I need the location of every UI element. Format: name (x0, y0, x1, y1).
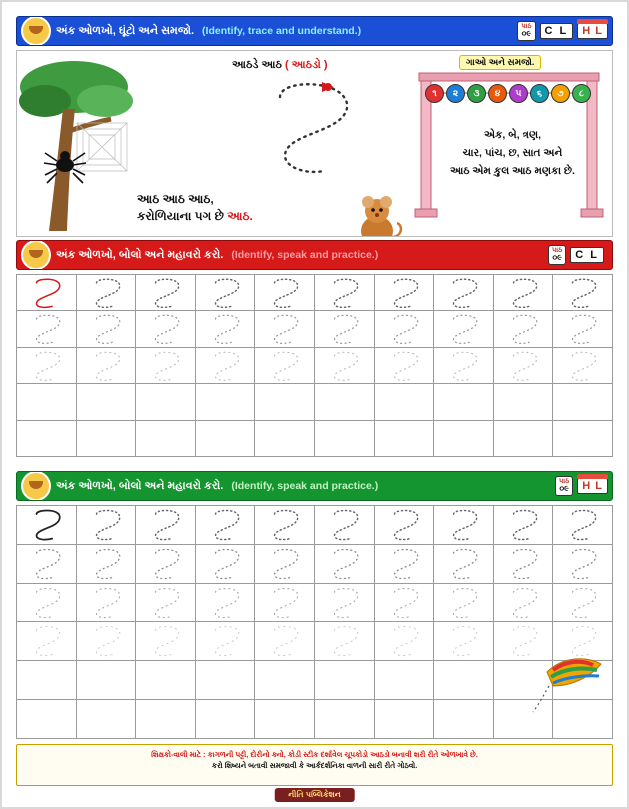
blank-cell[interactable] (17, 700, 77, 739)
trace-cell[interactable] (375, 506, 435, 545)
header-identify-speak-1 (16, 240, 613, 270)
blank-cell[interactable] (315, 384, 375, 420)
blank-cell[interactable] (315, 421, 375, 457)
trace-cell[interactable] (196, 622, 256, 661)
blank-cell[interactable] (255, 700, 315, 739)
trace-cell[interactable] (434, 506, 494, 545)
blank-cell[interactable] (434, 421, 494, 457)
blank-cell[interactable] (77, 421, 137, 457)
trace-cell[interactable] (196, 584, 256, 623)
rhyme-line: આઠ એમ કુલ આઠ મણકા છે. (450, 164, 575, 177)
trace-cell[interactable] (553, 311, 613, 347)
trace-cell[interactable] (196, 311, 256, 347)
blank-cell[interactable] (434, 384, 494, 420)
footer-note-line2: કરો શિષ્યને બતાવી સમજાવી કે આર્કદર્શનિકા વાળની સારી રીતે ગોઠવો. (211, 761, 418, 771)
mascot-icon (21, 16, 51, 46)
bead: ૨ (446, 84, 465, 103)
blank-cell[interactable] (77, 661, 137, 700)
bead: ૭ (551, 84, 570, 103)
header-identify-trace (16, 16, 613, 46)
trace-cell[interactable] (255, 275, 315, 311)
lesson-chip-bottom: ૦૯ (552, 253, 562, 263)
trace-cell[interactable] (77, 622, 137, 661)
blank-cell[interactable] (375, 384, 435, 420)
trace-cell[interactable] (375, 275, 435, 311)
trace-cell[interactable] (255, 311, 315, 347)
trace-cell[interactable] (77, 348, 137, 384)
header-label-gujarati: અંક ઓળખો, બોલો અને મહાવરો કરો. (56, 248, 224, 261)
blank-cell[interactable] (136, 384, 196, 420)
trace-cell[interactable] (434, 545, 494, 584)
panel-sentence-line2-pre: કરોળિયાના પગ છે (137, 209, 228, 224)
lesson-chip (548, 245, 566, 265)
big-trace-numeral (262, 79, 372, 184)
trace-cell[interactable] (553, 506, 613, 545)
trace-cell[interactable] (17, 348, 77, 384)
header-label-english: (Identify, speak and practice.) (231, 249, 379, 261)
header-label-english: (Identify, trace and understand.) (202, 25, 362, 37)
blank-cell[interactable] (196, 384, 256, 420)
blank-cell[interactable] (553, 384, 613, 420)
blank-cell[interactable] (434, 700, 494, 739)
blank-cell[interactable] (136, 421, 196, 457)
trace-cell[interactable] (434, 311, 494, 347)
blank-cell[interactable] (77, 384, 137, 420)
blank-cell[interactable] (255, 421, 315, 457)
blank-cell[interactable] (136, 700, 196, 739)
trace-cell[interactable] (136, 348, 196, 384)
trace-cell[interactable] (315, 506, 375, 545)
blank-cell[interactable] (375, 661, 435, 700)
mascot-icon (21, 471, 51, 501)
blank-cell[interactable] (136, 661, 196, 700)
blank-cell[interactable] (255, 384, 315, 420)
trace-cell[interactable] (136, 584, 196, 623)
trace-cell[interactable] (77, 275, 137, 311)
cl-badge: C L (570, 247, 604, 263)
trace-cell[interactable] (77, 584, 137, 623)
lesson-chip-top: પાઠ (521, 23, 532, 31)
trace-cell[interactable] (375, 545, 435, 584)
blank-cell[interactable] (375, 700, 435, 739)
publisher-tag: નીતિ પબ્લિકેશન (274, 788, 355, 802)
lesson-chip (517, 21, 535, 41)
trace-cell[interactable] (494, 506, 554, 545)
trace-cell[interactable] (315, 622, 375, 661)
kite-illustration (529, 650, 609, 720)
rhyme-text (425, 127, 600, 181)
bead-row (419, 75, 599, 117)
blank-cell[interactable] (196, 421, 256, 457)
trace-cell[interactable] (553, 545, 613, 584)
panel-sentence-line1: આઠ આઠ આઠ, (137, 192, 214, 206)
header-identify-speak-2 (16, 471, 613, 501)
bead: ૬ (530, 84, 549, 103)
bead: ૩ (467, 84, 486, 103)
trace-cell[interactable] (315, 311, 375, 347)
trace-cell[interactable] (17, 275, 77, 311)
blank-cell[interactable] (315, 661, 375, 700)
footer-note (16, 744, 613, 786)
trace-cell[interactable] (255, 545, 315, 584)
rhyme-line: ચાર, પાંચ, છ, સાત અને (462, 146, 563, 159)
blank-cell[interactable] (17, 421, 77, 457)
blank-cell[interactable] (375, 421, 435, 457)
trace-cell[interactable] (553, 348, 613, 384)
trace-cell[interactable] (17, 584, 77, 623)
lesson-chip-bottom: ૦૯ (521, 29, 532, 39)
mascot-icon (21, 240, 51, 270)
blank-cell[interactable] (434, 661, 494, 700)
mouse-illustration (347, 191, 407, 237)
blank-cell[interactable] (255, 661, 315, 700)
trace-cell[interactable] (375, 348, 435, 384)
trace-cell[interactable] (434, 584, 494, 623)
header-label-gujarati: અંક ઓળખો, બોલો અને મહાવરો કરો. (56, 479, 224, 492)
trace-cell[interactable] (136, 506, 196, 545)
trace-cell[interactable] (136, 275, 196, 311)
trace-cell[interactable] (196, 506, 256, 545)
trace-cell[interactable] (196, 348, 256, 384)
trace-cell[interactable] (375, 311, 435, 347)
tree-spider-illustration (19, 53, 139, 233)
blank-cell[interactable] (196, 700, 256, 739)
trace-cell[interactable] (434, 348, 494, 384)
trace-cell[interactable] (494, 545, 554, 584)
trace-cell[interactable] (553, 584, 613, 623)
panel-sentence-line2 (137, 208, 253, 225)
trace-cell[interactable] (553, 275, 613, 311)
lesson-chip-top: પાઠ (558, 478, 570, 486)
blank-cell[interactable] (494, 384, 554, 420)
illustration-panel (16, 50, 613, 237)
bead: ૧ (425, 84, 444, 103)
blank-cell[interactable] (77, 700, 137, 739)
trace-cell[interactable] (136, 622, 196, 661)
lesson-chip (555, 476, 573, 496)
trace-cell[interactable] (315, 545, 375, 584)
trace-cell[interactable] (375, 584, 435, 623)
trace-cell[interactable] (77, 506, 137, 545)
trace-cell[interactable] (196, 545, 256, 584)
trace-cell[interactable] (315, 348, 375, 384)
trace-cell[interactable] (434, 275, 494, 311)
song-tag: ગાઓ અને સમજો. (459, 55, 541, 70)
trace-cell[interactable] (136, 545, 196, 584)
hl-badge: H L (577, 23, 608, 39)
trace-cell[interactable] (494, 348, 554, 384)
abacus-box (413, 55, 608, 230)
header-label-english: (Identify, speak and practice.) (231, 480, 379, 492)
trace-cell[interactable] (494, 584, 554, 623)
trace-cell[interactable] (196, 275, 256, 311)
panel-title (232, 59, 328, 72)
trace-cell[interactable] (17, 506, 77, 545)
blank-cell[interactable] (17, 661, 77, 700)
worksheet-hl[interactable] (16, 505, 613, 739)
panel-sentence-line2-red: આઠ. (227, 209, 253, 224)
trace-cell[interactable] (136, 311, 196, 347)
trace-cell[interactable] (77, 545, 137, 584)
bead: ૫ (509, 84, 528, 103)
bead: ૮ (572, 84, 591, 103)
lesson-chip-top: પાઠ (551, 247, 563, 255)
footer-note-line1: શિક્ષકો-વાલી માટે : કાગળની પટ્ટી, દોરીનો ક્નો, કોડી સ્ટીક દર્શાવેલ ચૂપકોડો આઠડો બનાવી શરી રીતે ઓળખાવે છે. (151, 750, 478, 759)
panel-title-prefix: આઠડે આઠ (232, 59, 282, 71)
trace-cell[interactable] (315, 584, 375, 623)
bead: ૪ (488, 84, 507, 103)
trace-cell[interactable] (17, 622, 77, 661)
panel-title-bracket: ( આઠડો ) (284, 59, 328, 71)
panel-sentence (137, 191, 253, 226)
trace-cell[interactable] (255, 622, 315, 661)
trace-cell[interactable] (17, 545, 77, 584)
trace-cell[interactable] (494, 311, 554, 347)
trace-cell[interactable] (255, 584, 315, 623)
blank-cell[interactable] (196, 661, 256, 700)
cl-badge: C L (540, 23, 574, 39)
header-label-gujarati: અંક ઓળખો, ઘૂંટો અને સમજો. (56, 24, 195, 37)
trace-cell[interactable] (315, 275, 375, 311)
blank-cell[interactable] (494, 421, 554, 457)
trace-cell[interactable] (494, 275, 554, 311)
hl-badge: H L (577, 478, 608, 494)
trace-cell[interactable] (375, 622, 435, 661)
worksheet-cl[interactable] (16, 274, 613, 457)
trace-cell[interactable] (17, 311, 77, 347)
trace-cell[interactable] (255, 506, 315, 545)
trace-cell[interactable] (255, 348, 315, 384)
lesson-chip-bottom: ૦૯ (559, 484, 569, 494)
blank-cell[interactable] (553, 421, 613, 457)
trace-cell[interactable] (77, 311, 137, 347)
trace-cell[interactable] (434, 622, 494, 661)
blank-cell[interactable] (17, 384, 77, 420)
blank-cell[interactable] (315, 700, 375, 739)
rhyme-line: એક, બે, ત્રણ, (483, 129, 542, 141)
